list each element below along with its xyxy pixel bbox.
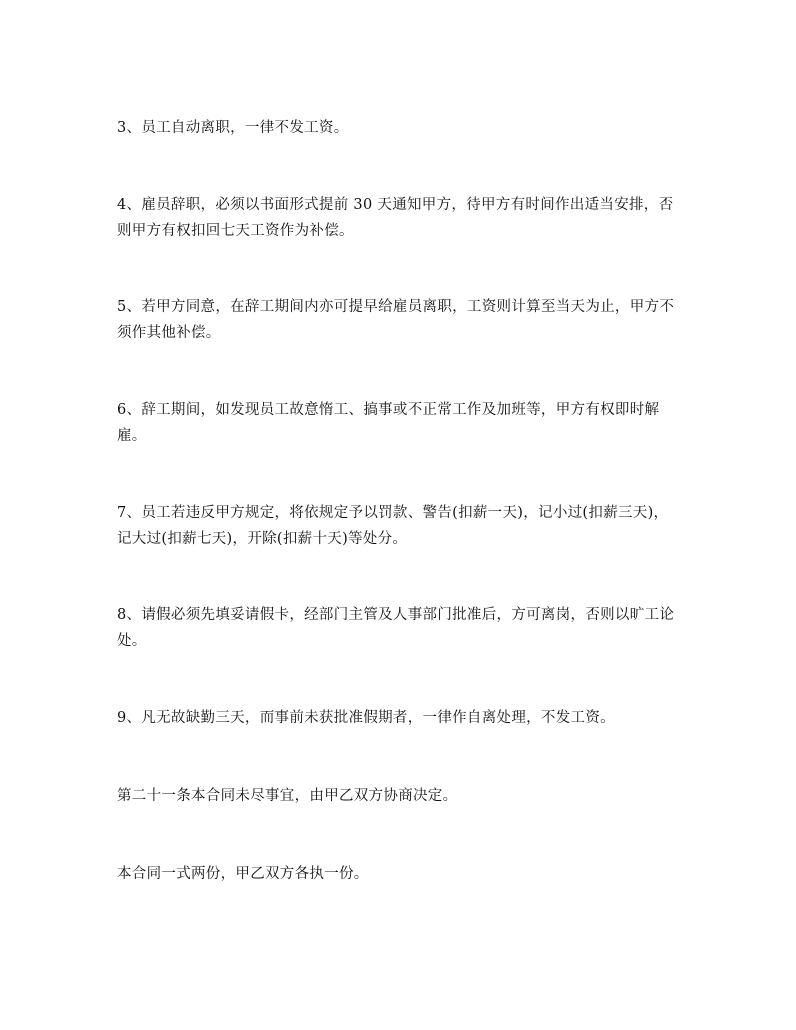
clause-7-paragraph: 7、员工若违反甲方规定，将依规定予以罚款、警告(扣薪一天)，记小过(扣薪三天)，记大过(扣薪七天)，开除(扣薪十天)等处分。	[117, 505, 669, 547]
copies-paragraph: 本合同一式两份，甲乙双方各执一份。	[117, 866, 369, 882]
article-21-paragraph: 第二十一条本合同未尽事宜，由甲乙双方协商决定。	[117, 788, 458, 804]
clause-6-paragraph: 6、辞工期间，如发现员工故意惰工、搞事或不正常工作及加班等，甲方有权即时解雇。	[117, 402, 660, 444]
clause-3-paragraph: 3、员工自动离职，一律不发工资。	[117, 120, 349, 136]
clause-5-paragraph: 5、若甲方同意，在辞工期间内亦可提早给雇员离职，工资则计算至当天为止，甲方不须作其他补偿。	[117, 299, 675, 341]
clause-4-paragraph: 4、雇员辞职，必须以书面形式提前 30 天通知甲方，待甲方有时间作出适当安排，否则甲方有权扣回七天工资作为补偿。	[117, 197, 674, 239]
clause-9-paragraph: 9、凡无故缺勤三天，而事前未获批准假期者，一律作自离处理，不发工资。	[117, 710, 615, 726]
clause-8-paragraph: 8、请假必须先填妥请假卡，经部门主管及人事部门批准后，方可离岗，否则以旷工论处。	[117, 607, 675, 649]
